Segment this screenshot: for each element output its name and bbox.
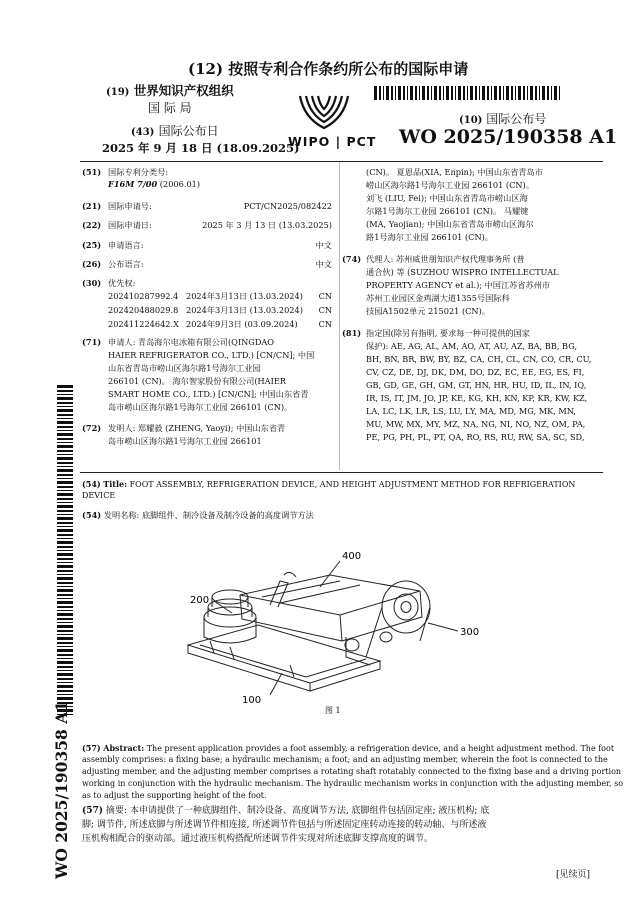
priority-row [108, 304, 332, 316]
abstract-en-line: adjusting member, and the adjusting member comprises a rotating shaft rotatably connected to the fixing base and a driving portion [82, 767, 622, 776]
barcode-bar [57, 517, 73, 520]
barcode-bar [467, 86, 468, 100]
priority-number: 202420488029.8 [108, 305, 179, 315]
barcode-bar [491, 86, 492, 100]
barcode-bar [57, 654, 73, 656]
barcode-bar [57, 510, 73, 512]
abstract-cn-text: 摘要: 本申请提供了一种底脚组件、制冷设备、高度调节方法, 底脚组件包括固定座; 液压机构; 底 [105, 806, 490, 816]
barcode-bar [57, 558, 73, 560]
agent-line: 通合伙) 等 (SUZHOU WISPRO INTELLECTUAL [366, 267, 559, 277]
barcode-bar [57, 454, 73, 455]
field-21 [82, 200, 332, 212]
barcode-bar [57, 577, 73, 580]
label-400: 400 [342, 551, 362, 562]
barcode-bar [57, 553, 73, 556]
barcode-bar [57, 469, 73, 472]
barcode-bar [455, 86, 456, 100]
priority-country: CN [318, 305, 332, 315]
title-en-line-2: DEVICE [82, 491, 116, 500]
barcode-bar [57, 450, 73, 452]
barcode-bar [499, 86, 501, 100]
states-line: MU, MW, MX, MY, MZ, NA, NG, NI, NO, NZ, OM, PA, [366, 419, 586, 429]
barcode-bar [475, 86, 477, 100]
barcode-bar [57, 649, 73, 652]
agent-line: PROPERTY AGENCY et al.); 中国江苏省苏州市 [366, 280, 551, 290]
barcode-bar [57, 601, 73, 604]
priority-country: CN [318, 291, 332, 301]
inventor-line: 路1号海尔工业园 266101 (CN)。 [366, 232, 493, 242]
barcode-bar [57, 666, 73, 668]
barcode-bar [479, 86, 480, 100]
barcode-bar [57, 589, 73, 592]
field-22-code: (22) [82, 220, 102, 230]
barcode-bar [57, 538, 73, 539]
barcode-bar [506, 86, 509, 100]
barcode-bar [57, 493, 73, 496]
continue-marker: [见续页] [556, 870, 591, 880]
barcode-bar [398, 86, 401, 100]
barcode-bar [57, 430, 73, 431]
barcode-bar [57, 630, 73, 632]
barcode-bar [57, 481, 73, 484]
barcode-bar [57, 594, 73, 596]
barcode-bar [57, 637, 73, 640]
abstract-cn-line: 脚; 调节件, 所述底脚与所述调节件相连接, 所述调节件包括与所述固定座转动连接的转动轴、与所述液 [82, 820, 487, 830]
barcode-bar [427, 86, 429, 100]
field-81-code: (81) [342, 328, 362, 338]
inventor-line: 崂山区海尔路1号海尔工业园 266101 (CN)。 [366, 180, 534, 190]
pubdate-label [131, 124, 219, 140]
applicant-line: 申请人: 青岛海尔电冰箱有限公司(QINGDAO [108, 337, 275, 347]
barcode-bar [57, 574, 73, 575]
barcode-bar [57, 661, 73, 664]
field-25-code: (25) [82, 240, 102, 250]
barcode-bar [57, 442, 73, 443]
barcode-bar [431, 86, 432, 100]
barcode-bar [511, 86, 513, 100]
title-cn-text: 发明名称: 底脚组件、制冷设备及制冷设备的高度调节方法 [103, 510, 314, 520]
barcode-bar [57, 397, 73, 400]
barcode-bar [57, 462, 73, 464]
barcode-bar [57, 673, 73, 676]
barcode-bar [57, 438, 73, 440]
barcode-bar [57, 502, 73, 503]
agent-line: 技园A1502单元 215021 (CN)。 [366, 306, 490, 316]
barcode-bar [551, 86, 552, 100]
abstract-en-line: working in conjunction with the hydraulic mechanism. The hydraulic mechanism works in conjunction with the adjusting member, so [82, 779, 624, 788]
priority-date: 2024年9月3日 (03.09.2024) [186, 319, 298, 329]
field-51 [82, 166, 168, 178]
column-divider [339, 162, 340, 470]
barcode-bar [57, 466, 73, 467]
states-line: IR, IS, IT, JM, JO, JP, KE, KG, KH, KN, KP, KR, KW, KZ, [366, 393, 588, 403]
pubdate-value: 2025 年 9 月 18 日 (18.09.2025) [102, 141, 300, 155]
barcode-bar [57, 414, 73, 416]
title-en-code: (54) [82, 479, 101, 489]
barcode-bar [451, 86, 453, 100]
barcode-bar [446, 86, 449, 100]
barcode-bar [443, 86, 444, 100]
barcode-bar [57, 418, 73, 419]
barcode-bar [57, 570, 73, 572]
barcode-bar [57, 522, 73, 524]
barcode-bar [57, 457, 73, 460]
barcode-bar [57, 541, 73, 544]
wipo-logo-text: WIPO | PCT [288, 134, 377, 149]
barcode-bar [458, 86, 461, 100]
field-74-code: (74) [342, 254, 362, 264]
barcode-bar [57, 550, 73, 551]
states-line: LA, LC, LK, LR, LS, LU, LY, MA, MD, MG, MK, MN, [366, 406, 577, 416]
barcode-bar [57, 546, 73, 548]
barcode-bar [57, 613, 73, 616]
barcode-bar [503, 86, 504, 100]
states-line: PE, PG, PH, PL, PT, QA, RO, RS, RU, RW, SA, SC, SD, [366, 432, 585, 442]
abstract-cn-code: (57) [82, 806, 104, 816]
agent-line: 苏州工业园区金鸡湖大道1355号国际科 [366, 293, 510, 303]
field-22-label: 国际申请日: [108, 220, 152, 230]
field-51-code: (51) [82, 167, 102, 177]
barcode-bar [470, 86, 473, 100]
filing-date: 2025 年 3 月 13 日 (13.03.2025) [202, 220, 332, 230]
barcode-bar [419, 86, 420, 100]
publication-language: 中文 [315, 259, 332, 269]
states-line: BH, BN, BR, BW, BY, BZ, CA, CH, CL, CN, CO, CR, CU, [366, 354, 592, 364]
barcode-bar [57, 526, 73, 527]
application-number: PCT/CN2025/082422 [243, 201, 332, 211]
barcode-bar [57, 474, 73, 476]
inventor-line: (CN)。 夏恩品(XIA, Enpin); 中国山东省青岛市 [366, 167, 543, 177]
field-30 [82, 277, 135, 289]
field-51-label: 国际专利分类号: [108, 167, 169, 177]
barcode-bar [57, 402, 73, 404]
priority-country: CN [318, 319, 332, 329]
figure-caption: 图 1 [325, 706, 341, 715]
field-25 [82, 239, 332, 251]
states-line: GB, GD, GE, GH, GM, GT, HN, HR, HU, ID, IL, IN, IQ, [366, 380, 587, 390]
leader-line-100 [270, 673, 282, 695]
abstract-en-text: The present application provides a foot assembly, a refrigeration device, and a height adjustment method. The foot [146, 744, 615, 753]
priority-date: 2024年3月13日 (13.03.2024) [186, 305, 303, 315]
field-21-label: 国际申请号: [108, 201, 152, 211]
field-22 [82, 219, 332, 231]
field-21-code: (21) [82, 201, 102, 211]
title-en-text: FOOT ASSEMBLY, REFRIGERATION DEVICE, AND HEIGHT ADJUSTMENT METHOD FOR REFRIGERATION [129, 480, 576, 489]
barcode-bar [57, 505, 73, 508]
barcode-bar [57, 490, 73, 491]
label-300: 300 [460, 627, 480, 638]
barcode-bar [57, 622, 73, 623]
patent-drawing [170, 545, 510, 715]
abstract-en-label: Abstract: [103, 743, 145, 753]
filing-language: 中文 [315, 240, 332, 250]
barcode-bar [57, 498, 73, 500]
publication-number: WO 2025/190358 A1 [399, 126, 618, 148]
barcode-bar [518, 86, 521, 100]
barcode-bar [57, 634, 73, 635]
applicant-line: 山东省青岛市崂山区海尔路1号海尔工业园 [108, 363, 261, 373]
states-line: 指定国(除另有指明, 要求每一种可提供的国家 [366, 328, 530, 338]
inventor-line: 发明人: 郑耀毅 (ZHENG, Yaoyi); 中国山东省青 [108, 423, 286, 433]
priority-row [108, 290, 332, 302]
pubdate-code: (43) [131, 127, 155, 138]
barcode-bar [539, 86, 540, 100]
barcode-bar [487, 86, 489, 100]
biblio-divider [80, 472, 603, 473]
barcode-bar [407, 86, 408, 100]
barcode-bar [403, 86, 405, 100]
barcode-bar [57, 406, 73, 407]
side-barcode [57, 385, 73, 715]
barcode-bar [395, 86, 396, 100]
barcode-bar [374, 86, 377, 100]
field-30-code: (30) [82, 278, 102, 288]
priority-number: 202410287992.4 [108, 291, 179, 301]
barcode-bar [57, 409, 73, 412]
barcode-bar [523, 86, 525, 100]
priority-row [108, 318, 332, 330]
barcode-bar [57, 646, 73, 647]
abstract-en-code: (57) [82, 743, 101, 753]
barcode-bar [57, 478, 73, 479]
barcode-bar [57, 565, 73, 568]
document-header-title: (12) 按照专利合作条约所公布的国际申请 [188, 60, 469, 78]
field-26 [82, 258, 332, 270]
barcode-bar [57, 625, 73, 628]
org-name [106, 84, 234, 100]
barcode-bar [379, 86, 381, 100]
abstract-cn-line [82, 805, 489, 817]
top-barcode [374, 86, 560, 100]
applicant-line: 266101 (CN)。 海尔智家股份有限公司(HAIER [108, 376, 286, 386]
barcode-bar [535, 86, 537, 100]
barcode-bar [463, 86, 465, 100]
side-publication-number: WO 2025/190358 A1 [52, 700, 71, 879]
barcode-bar [482, 86, 485, 100]
header-divider [80, 161, 603, 162]
barcode-bar [57, 642, 73, 644]
ipc-class: F16M 7/00 [108, 179, 158, 189]
barcode-bar [57, 582, 73, 584]
barcode-bar [547, 86, 549, 100]
barcode-bar [57, 433, 73, 436]
inventor-line: 岛市崂山区海尔路1号海尔工业园 266101 [108, 436, 262, 446]
barcode-bar [57, 610, 73, 611]
inventor-line: (MA, Yaojian); 中国山东省青岛市崂山区海尔 [366, 219, 534, 229]
priority-date: 2024年3月13日 (13.03.2024) [186, 291, 303, 301]
field-26-code: (26) [82, 259, 102, 269]
field-71-code: (71) [82, 337, 102, 347]
title-en-line-1 [82, 478, 575, 491]
field-30-label: 优先权: [108, 278, 136, 288]
barcode-bar [422, 86, 425, 100]
barcode-bar [494, 86, 497, 100]
applicant-line: 岛市崂山区海尔路1号海尔工业园 266101 (CN)。 [108, 402, 293, 412]
org-name-text: 世界知识产权组织 [133, 83, 234, 98]
inventor-line: 刘飞 (LIU, Fei); 中国山东省青岛市崂山区海 [366, 193, 528, 203]
field-25-label: 申请语言: [108, 240, 144, 250]
wipo-logo [274, 88, 377, 152]
barcode-bar [386, 86, 389, 100]
barcode-bar [57, 394, 73, 395]
title-en-label: Title: [103, 479, 128, 489]
barcode-bar [439, 86, 441, 100]
barcode-bar [57, 385, 73, 388]
applicant-line: SMART HOME CO., LTD.) [CN/CN]; 中国山东省青 [108, 389, 309, 399]
pubdate-label-text: 国际公布日 [158, 124, 219, 138]
org-code: (19) [106, 87, 130, 98]
barcode-bar [57, 390, 73, 392]
title-cn-code: (54) [82, 510, 102, 520]
barcode-bar [57, 586, 73, 587]
pubno-code: (10) [459, 115, 483, 126]
barcode-bar [57, 658, 73, 659]
barcode-bar [554, 86, 557, 100]
barcode-bar [57, 670, 73, 671]
barcode-bar [57, 514, 73, 515]
barcode-bar [57, 445, 73, 448]
barcode-bar [383, 86, 384, 100]
barcode-bar [57, 529, 73, 532]
barcode-bar [57, 562, 73, 563]
label-100: 100 [242, 695, 262, 706]
barcode-bar [530, 86, 533, 100]
leader-line-300 [428, 623, 458, 631]
pubno-label-text: 国际公布号 [486, 112, 547, 126]
inventor-line: 尔路1号海尔工业园 266101 (CN)。 马耀键 [366, 206, 529, 216]
org-sub: 国 际 局 [148, 101, 192, 115]
title-cn [82, 509, 314, 521]
priority-number: 202411224642.X [108, 319, 179, 329]
barcode-bar [415, 86, 417, 100]
barcode-bar [542, 86, 545, 100]
field-51-value [108, 178, 200, 190]
barcode-bar [57, 426, 73, 428]
barcode-bar [410, 86, 413, 100]
barcode-bar [527, 86, 528, 100]
barcode-bar [57, 598, 73, 599]
barcode-bar [57, 421, 73, 424]
applicant-line: HAIER REFRIGERATOR CO., LTD.) [CN/CN]; 中国 [108, 350, 315, 360]
barcode-bar [515, 86, 516, 100]
field-26-label: 公布语言: [108, 259, 144, 269]
barcode-bar [57, 606, 73, 608]
barcode-bar [391, 86, 393, 100]
label-200: 200 [190, 595, 210, 606]
barcode-bar [57, 618, 73, 620]
barcode-bar [57, 486, 73, 488]
barcode-bar [57, 534, 73, 536]
field-72-code: (72) [82, 423, 102, 433]
ipc-version: (2006.01) [157, 179, 201, 189]
states-line: 保护): AE, AG, AL, AM, AO, AT, AU, AZ, BA, BB, BG, [366, 341, 578, 351]
barcode-bar [559, 86, 560, 100]
agent-line: 代理人: 苏州威世朋知识产权代理事务所 (普 [366, 254, 525, 264]
states-line: CV, CZ, DE, DJ, DK, DM, DO, DZ, EC, EE, EG, ES, FI, [366, 367, 585, 377]
abstract-en-line: assembly comprises: a fixing base; a hydraulic mechanism; a foot; and an adjusting member, wherein the foot is connected to the [82, 755, 608, 764]
abstract-en-line: as to adjust the supporting height of the foot. [82, 791, 267, 800]
abstract-cn-line: 压机构相配合的驱动部。通过液压机构搭配所述调节件实现对所述底脚支撑高度的调节。 [82, 834, 434, 844]
barcode-bar [434, 86, 437, 100]
